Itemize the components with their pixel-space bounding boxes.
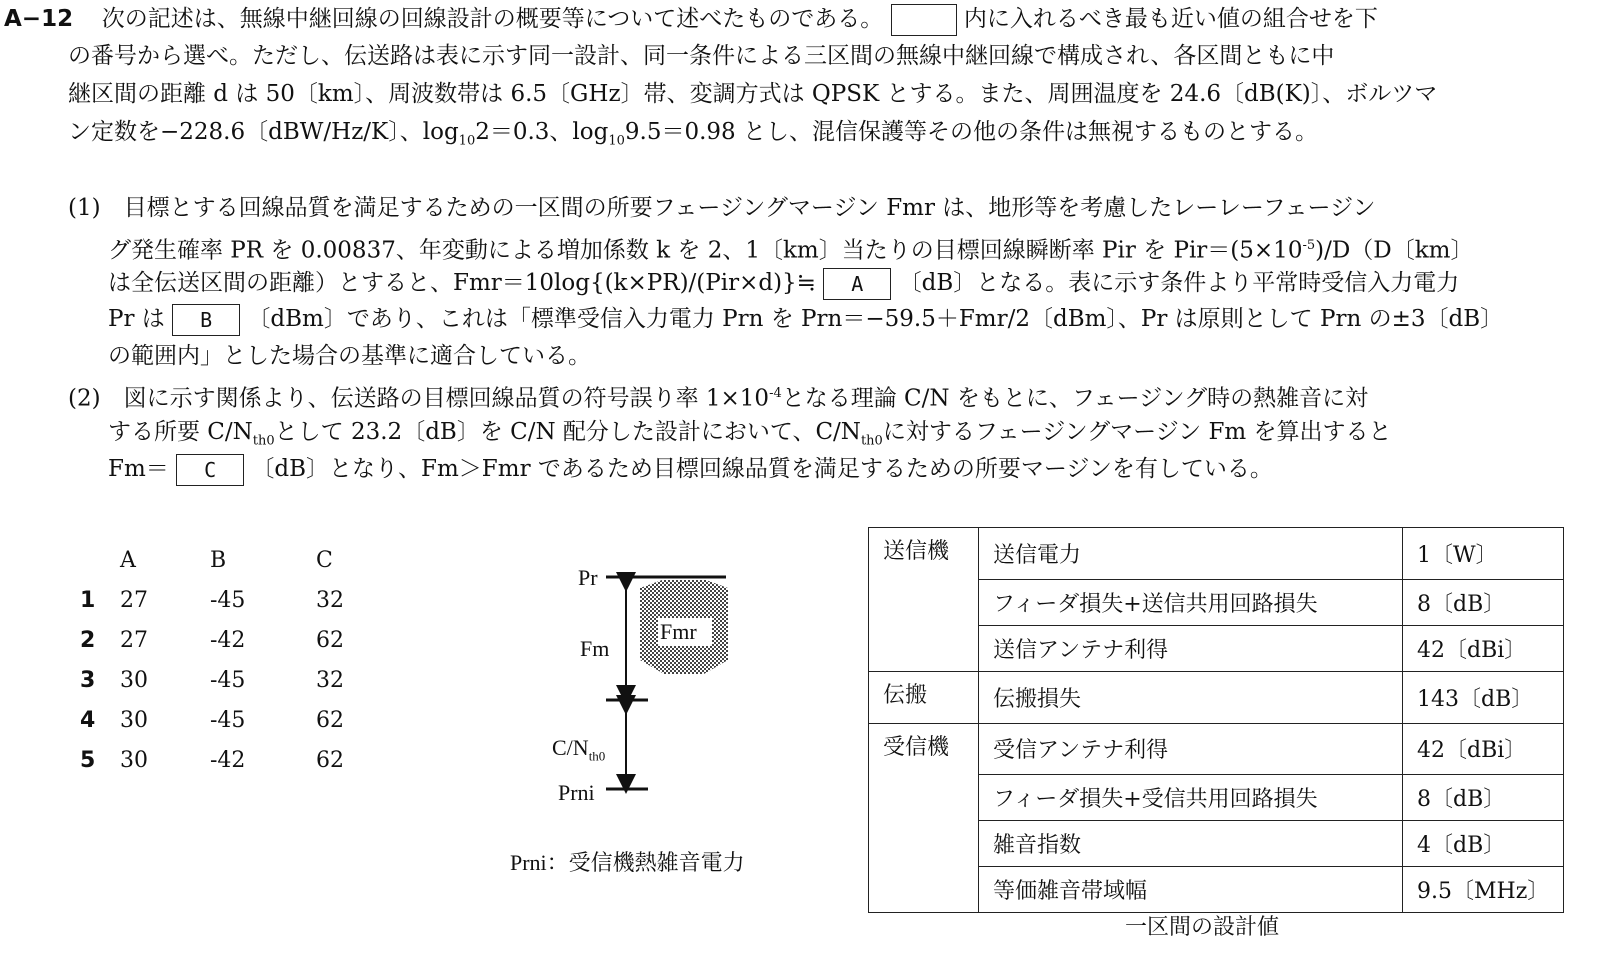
blank-a: A bbox=[823, 268, 891, 300]
pr-label: Pr bbox=[578, 565, 598, 590]
item1-line-2: グ発生確率 PR を 0.00837、年変動による増加係数 k を 2、1〔km〕当たりの目標回線瞬断率 Pir を $Pir=(5\times 10^{-5})/D(D$〔km〕 bbox=[108, 237, 1474, 264]
group-cell bbox=[869, 775, 979, 821]
prni-note: Prni：受信機熱雑音電力 bbox=[510, 850, 745, 875]
value-cell: 8〔dB〕 bbox=[1403, 775, 1564, 821]
value-cell: 42〔dBi〕 bbox=[1403, 723, 1564, 775]
value-cell: 4〔dB〕 bbox=[1403, 821, 1564, 867]
item1-line-1: (1) 目標とする回線品質を満足するための一区間の所要フェージングマージン Fmr は、地形等を考慮したレーレーフェージン bbox=[68, 195, 1376, 221]
item2-line-2: する所要 $C/N_{th0}$として 23.2〔dB〕を C/N 配分した設計において、$C/N_{th0}$に対するフェージングマージン Fm を算出すると bbox=[108, 419, 1392, 449]
item-cell: 送信電力 bbox=[979, 528, 1403, 580]
level-diagram bbox=[510, 560, 840, 880]
blank-c: C bbox=[176, 454, 244, 486]
value-cell: 8〔dB〕 bbox=[1403, 579, 1564, 625]
group-cell bbox=[869, 821, 979, 867]
table-row bbox=[869, 775, 1564, 821]
design-values-table bbox=[868, 527, 1564, 913]
question-intro-line-3: 継区間の距離 d は 50〔km〕、周波数帯は 6.5〔GHz〕帯、変調方式は QPSK とする。また、周囲温度を 24.6〔dB(K)〕、ボルツマ bbox=[68, 81, 1438, 107]
table-row bbox=[869, 579, 1564, 625]
level-diagram-svg bbox=[540, 560, 840, 880]
blank-box-sample bbox=[891, 4, 957, 36]
table-row bbox=[869, 867, 1564, 913]
table-row bbox=[869, 625, 1564, 671]
fmr-label: Fmr bbox=[660, 619, 697, 644]
table-row bbox=[869, 723, 1564, 775]
item-cell: 伝搬損失 bbox=[979, 671, 1403, 723]
item-cell: 受信アンテナ利得 bbox=[979, 723, 1403, 775]
cn-label: $C/N_{th0}$ bbox=[552, 735, 606, 764]
group-cell: 伝搬 bbox=[869, 671, 979, 723]
question-intro-line-4: ン定数を−228.6〔dBW/Hz/K〕、$\log_{10}2=0.3$、$\log_{10}9.5=0.98$ とし、混信保護等その他の条件は無視するものとする。 bbox=[68, 119, 1319, 149]
value-cell: 1〔W〕 bbox=[1403, 528, 1564, 580]
value-cell: 143〔dB〕 bbox=[1403, 671, 1564, 723]
item-cell: フィーダ損失+受信共用回路損失 bbox=[979, 775, 1403, 821]
prni-label: Prni bbox=[558, 780, 595, 805]
value-cell: 9.5〔MHz〕 bbox=[1403, 867, 1564, 913]
choice-header-a: A bbox=[120, 548, 136, 573]
choice-header-b: B bbox=[210, 548, 227, 573]
table-row bbox=[869, 528, 1564, 580]
table-caption: 一区間の設計値 bbox=[1125, 915, 1280, 940]
group-cell bbox=[869, 579, 979, 625]
table-row bbox=[869, 821, 1564, 867]
blank-b: B bbox=[172, 304, 240, 336]
group-cell bbox=[869, 625, 979, 671]
group-cell bbox=[869, 867, 979, 913]
group-cell: 受信機 bbox=[869, 723, 979, 775]
fm-label: Fm bbox=[580, 636, 610, 661]
item-cell: 送信アンテナ利得 bbox=[979, 625, 1403, 671]
choice-header-c: C bbox=[316, 548, 333, 573]
question-intro-line-1: A−12 次の記述は、無線中継回線の回線設計の概要等について述べたものである。 内に入れるべき最も近い値の組合せを下 bbox=[4, 4, 1378, 36]
item2-line-1: (2) 図に示す関係より、伝送路の目標回線品質の符号誤り率 $1\times 10^{-4}$となる理論 C/N をもとに、フェージング時の熱雑音に対 bbox=[68, 385, 1369, 412]
item1-line-5: の範囲内」とした場合の基準に適合している。 bbox=[108, 343, 591, 369]
question-number: A−12 bbox=[4, 6, 74, 32]
value-cell: 42〔dBi〕 bbox=[1403, 625, 1564, 671]
item2-line-3: Fm＝ C 〔dB〕となり、Fm＞Fmr であるため目標回線品質を満足するための所要マージンを有している。 bbox=[108, 454, 1273, 486]
item-cell: 雑音指数 bbox=[979, 821, 1403, 867]
item-cell: フィーダ損失+送信共用回路損失 bbox=[979, 579, 1403, 625]
table-row bbox=[869, 671, 1564, 723]
item-cell: 等価雑音帯域幅 bbox=[979, 867, 1403, 913]
group-cell: 送信機 bbox=[869, 528, 979, 580]
item1-line-3: は全伝送区間の距離）とすると、Fmr＝10log{(k×PR)/(Pir×d)}≒ A 〔dB〕となる。表に示す条件より平常時受信入力電力 bbox=[108, 268, 1459, 300]
item1-line-4: Pr は B 〔dBm〕であり、これは「標準受信入力電力 Prn を Prn＝−59.5＋Fmr/2〔dBm〕、Pr は原則として Prn の±3〔dB〕 bbox=[108, 304, 1503, 336]
question-intro-line-2: の番号から選べ。ただし、伝送路は表に示す同一設計、同一条件による三区間の無線中継回線で構成され、各区間ともに中 bbox=[68, 43, 1335, 69]
